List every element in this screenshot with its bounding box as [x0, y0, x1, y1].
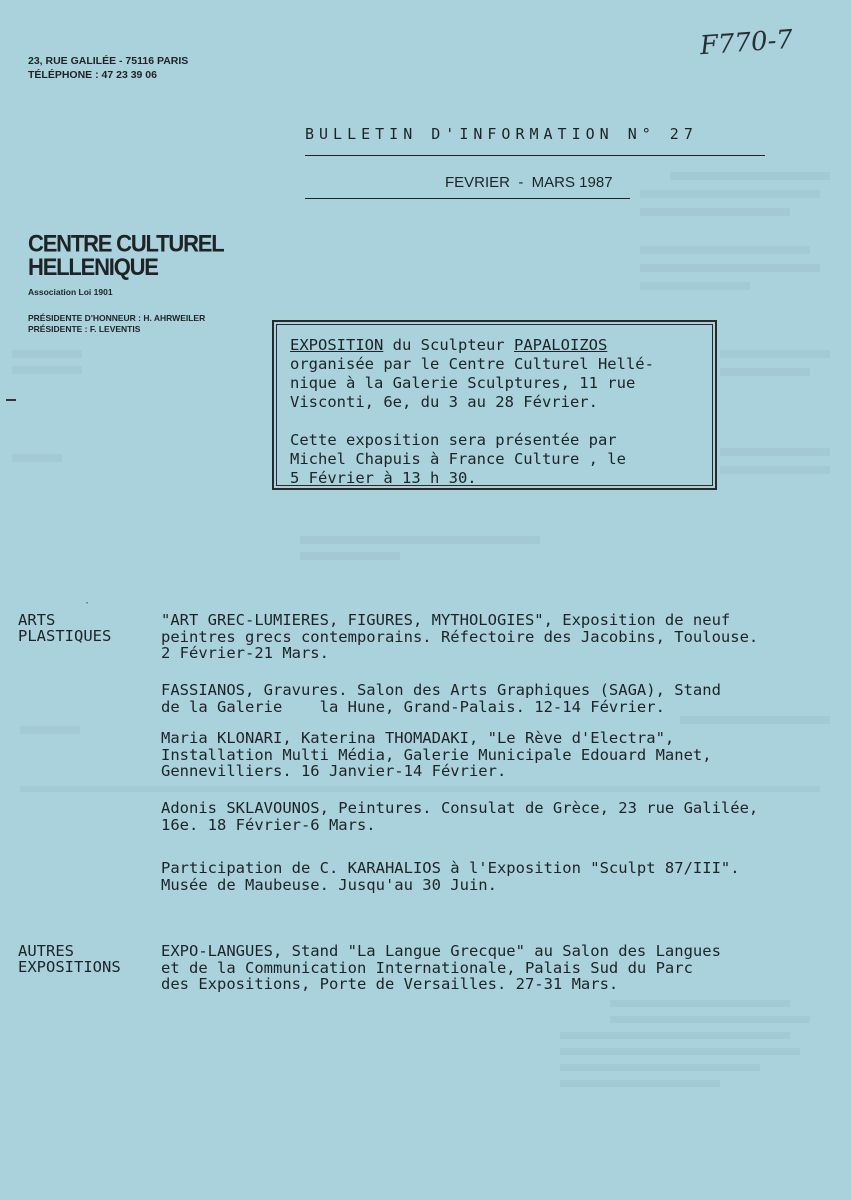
address-block [28, 54, 188, 82]
bulletin-title: BULLETIN D'INFORMATION N° 27 [305, 125, 698, 143]
paper-speck: · [84, 598, 91, 609]
telephone: TÉLÉPHONE : 47 23 39 06 [28, 69, 157, 81]
logo-line-1: CENTRE CULTUREL [28, 229, 224, 257]
title-divider [305, 155, 765, 156]
president: PRÉSIDENTE : F. LEVENTIS [28, 324, 141, 334]
honorary-president: PRÉSIDENTE D'HONNEUR : H. AHRWEILER [28, 313, 206, 323]
logo-line-2: HELLENIQUE [28, 253, 158, 281]
featured-heading-mid: du Sculpteur [383, 336, 514, 354]
entry-art-grec: "ART GREC-LUMIERES, FIGURES, MYTHOLOGIES", Exposition de neuf peintres grecs contemporains. Réfectoire des Jacobins, Toulouse. 2 Février-21 Mars. [161, 611, 759, 662]
featured-exhibition-text [290, 336, 654, 488]
entry-klonari-thomadaki: Maria KLONARI, Katerina THOMADAKI, "Le Rève d'Electra", Installation Multi Média, Galerie Municipale Edouard Manet, Gennevilliers. 16 Janvier-14 Février. [161, 729, 712, 780]
featured-heading-word: EXPOSITION [290, 336, 384, 354]
handwritten-archive-ref: F770-7 [699, 24, 794, 62]
entry-fassianos: FASSIANOS, Gravures. Salon des Arts Graphiques (SAGA), Stand de la Galerie la Hune, Grand-Palais. 12-14 Février. [161, 681, 721, 716]
entry-expo-langues: EXPO-LANGUES, Stand "La Langue Grecque" au Salon des Langues et de la Communication Internationale, Palais Sud du Parc des Expositions, Porte de Versailles. 27-31 Mars. [161, 942, 721, 993]
date-divider [305, 198, 630, 199]
entry-sklavounos: Adonis SKLAVOUNOS, Peintures. Consulat de Grèce, 23 rue Galilée, 16e. 18 Février-6 Mars. [161, 799, 759, 834]
issue-date: FEVRIER - MARS 1987 [445, 174, 613, 191]
street-address: 23, RUE GALILÉE - 75116 PARIS [28, 55, 189, 67]
section-label-autres-expositions: AUTRES EXPOSITIONS [18, 942, 121, 976]
featured-artist-name: PAPALOIZOS [513, 336, 608, 354]
association-status: Association Loi 1901 [28, 287, 113, 297]
featured-details: organisée par le Centre Culturel Hellé- nique à la Galerie Sculptures, 11 rue Visconti, 6e, du 3 au 28 Février. [290, 355, 654, 411]
section-label-arts-plastiques: ARTS PLASTIQUES [18, 611, 112, 645]
organisation-logo [28, 229, 224, 281]
presidents-block [28, 313, 205, 335]
margin-tick [6, 399, 16, 401]
entry-karahalios: Participation de C. KARAHALIOS à l'Exposition "Sculpt 87/III". Musée de Maubeuse. Jusqu'au 30 Juin. [161, 859, 740, 894]
featured-radio-note: Cette exposition sera présentée par Michel Chapuis à France Culture , le 5 Février à 13 h 30. [290, 431, 626, 487]
